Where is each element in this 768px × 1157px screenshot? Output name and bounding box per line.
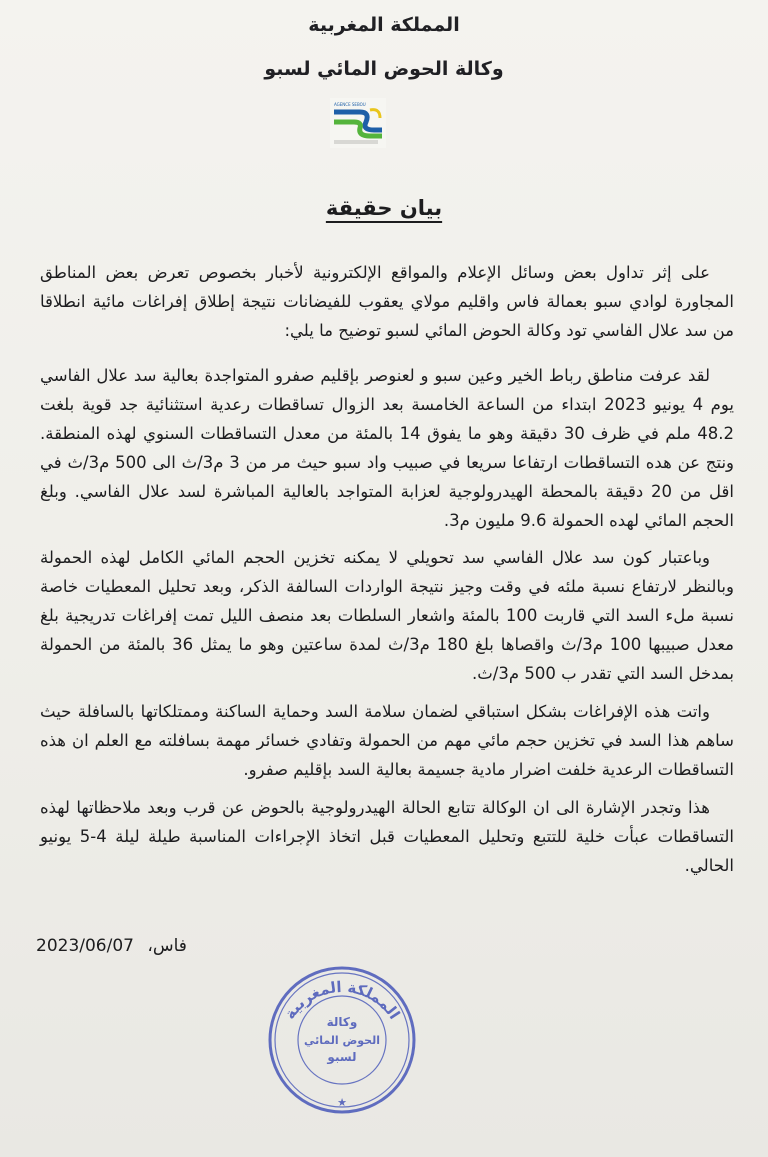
document-place: فاس، [147, 936, 187, 956]
stamp-line-3: لسبو [327, 1050, 357, 1064]
paragraph-safety [40, 697, 734, 784]
paragraph-intro [40, 258, 734, 345]
agency-logo [330, 98, 386, 148]
paragraph-safety-text: واتت هذه الإفراغات بشكل استباقي لضمان سلامة السد وحماية الساكنة وممتلكاتها بالسافلة حيث ساهم هذا السد في تخزين حجم مائي مهم من الحمولة وتفادي خسائر مهمة بسافلته مع العلم ان هذه التساقطات الرعدية خلفت اضرار مادية جسيمة بعالية السد بإقليم صفرو. [40, 702, 734, 779]
stamp-outer-text: المملكة المغربية [280, 977, 404, 1023]
agency-heading: وكالة الحوض المائي لسبو [264, 58, 504, 80]
document-title: بيان حقيقة [325, 196, 443, 220]
kingdom-heading: المملكة المغربية [308, 14, 460, 36]
paragraph-monitoring [40, 793, 734, 880]
official-stamp [262, 960, 422, 1120]
paragraph-rainfall-text: لقد عرفت مناطق رباط الخير وعين سبو و لعنوصر بإقليم صفرو المتواجدة بعالية سد علال الفاسي يوم 4 يونيو 2023 ابتداء من الساعة الخامسة بعد الزوال تساقطات رعدية استثنائية جد قوية بلغت 48.2 ملم في ظرف 30 دقيقة وهو ما يفوق 14 بالمئة من معدل التساقطات السنوي لهذه المنطقة. ونتج عن هده التساقطات ارتفاعا سريعا في صبيب واد سبو حيث مر من 3 م3/ث الى 500 م3/ث في اقل من 20 دقيقة بالمحطة الهيدرولوجية لعزابة المتواجد بالعالية المباشرة لسد علال الفاسي. وبلغ الحجم المائي لهده الحمولة 9.6 مليون م3. [40, 366, 735, 530]
logo-text-top: AGENCE SEBOU [334, 102, 366, 107]
document-date: 2023/06/07 [36, 936, 134, 956]
paragraph-monitoring-text: هذا وتجدر الإشارة الى ان الوكالة تتابع الحالة الهيدرولوجية بالحوض عن قرب وبعد ملاحظاتها لهذه التساقطات عبأت خلية للتتبع وتحليل المعطيات قبل اتخاذ الإجراءات المناسبة طيلة ليلة 4-5 يونيو الحالي. [40, 798, 734, 875]
stamp-line-1: وكالة [326, 1015, 358, 1029]
place-date-line [36, 936, 187, 956]
paragraph-dam-releases-text: وباعتبار كون سد علال الفاسي سد تحويلي لا يمكنه تخزين الحجم المائي الكامل لهذه الحمولة وبالنظر لارتفاع نسبة ملئه في وقت وجيز نتيجة الواردات السالفة الذكر، وبعد تحليل المعطيات خاصة نسبة ملء السد التي قاربت 100 بالمئة واشعار السلطات بعد منصف الليل تمت إفراغات تدريجية بلغ معدل صبيبها 100 م3/ث واقصاها بلغ 180 م3/ث لمدة ساعتين وهو ما يمثل 36 بالمئة من الحمولة بمدخل السد التي تقدر ب 500 م3/ث. [40, 548, 734, 683]
paragraph-rainfall [40, 361, 734, 535]
paragraph-intro-text: على إثر تداول بعض وسائل الإعلام والمواقع الإلكترونية لأخبار بخصوص تعرض بعض المناطق المجاورة لوادي سبو بعمالة فاس واقليم مولاي يعقوب للفيضانات نتيجة إطلاق إفراغات مائية انطلاقا من سد علال الفاسي تود وكالة الحوض المائي لسبو توضيح ما يلي: [40, 263, 734, 340]
paragraph-dam-releases [40, 543, 734, 688]
stamp-line-2: الحوض المائي [303, 1034, 381, 1047]
stamp-star-icon: ★ [337, 1096, 347, 1109]
